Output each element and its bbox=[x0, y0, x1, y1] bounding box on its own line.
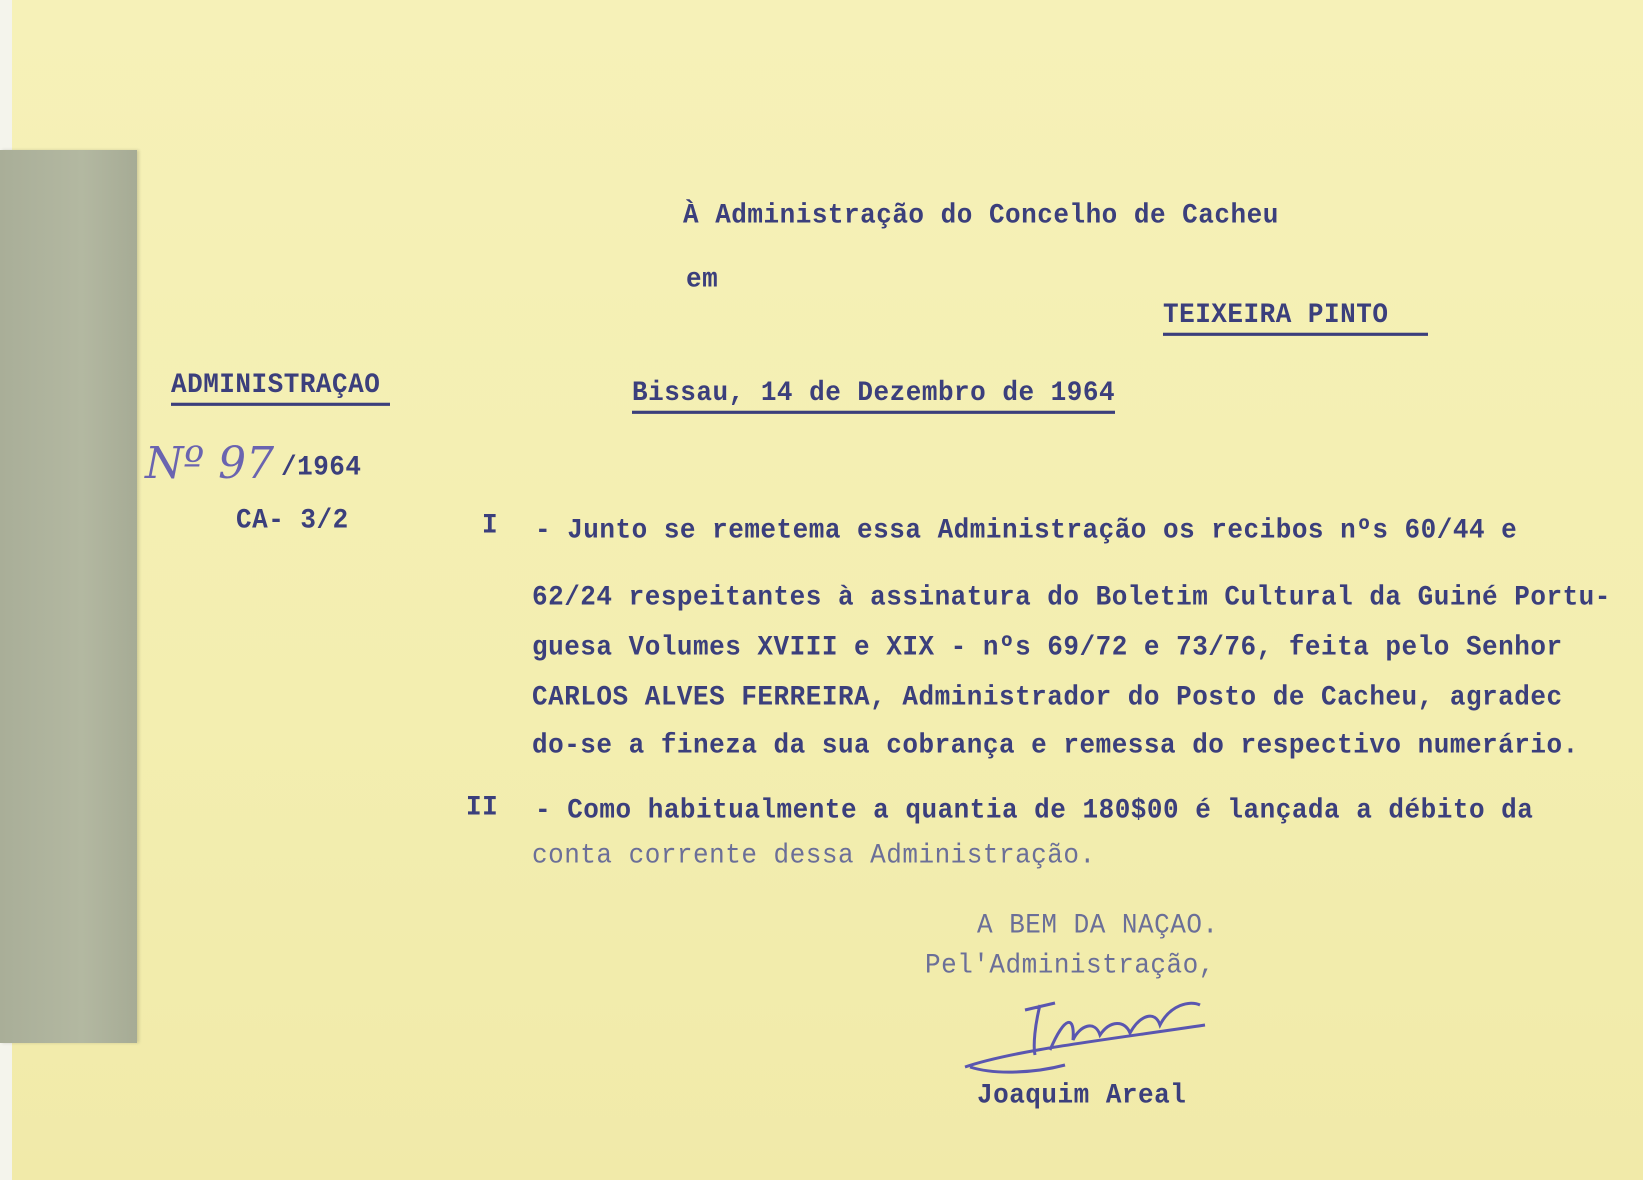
section-2-label: II bbox=[466, 791, 499, 823]
handwritten-number: Nº 97 bbox=[145, 438, 275, 489]
addressee-location: TEIXEIRA PINTO bbox=[1163, 299, 1428, 336]
closing-on-behalf: Pel'Administração, bbox=[925, 949, 1215, 981]
signatory-name: Joaquim Areal bbox=[977, 1079, 1187, 1111]
letter-date: Bissau, 14 de Dezembro de 1964 bbox=[632, 377, 1115, 414]
addressee-line: À Administração do Concelho de Cacheu bbox=[683, 199, 1279, 231]
body-line: conta corrente dessa Administração. bbox=[532, 839, 1096, 871]
body-line: CARLOS ALVES FERREIRA, Administrador do Posto de Cacheu, agradec bbox=[532, 681, 1563, 713]
closing-salutation: A BEM DA NAÇAO. bbox=[977, 909, 1219, 941]
attached-grey-strip bbox=[0, 150, 137, 1043]
addressee-em: em bbox=[686, 263, 719, 295]
section-1-label: I bbox=[482, 509, 499, 541]
reference-code: CA- 3/2 bbox=[236, 504, 349, 536]
body-line: do-se a fineza da sua cobrança e remessa do respectivo numerário. bbox=[532, 729, 1579, 761]
body-line: - Junto se remetema essa Administração os recibos nºs 60/44 e bbox=[535, 514, 1518, 546]
body-line: - Como habitualmente a quantia de 180$00 é lançada a débito da bbox=[535, 794, 1534, 826]
body-line: 62/24 respeitantes à assinatura do Boletim Cultural da Guiné Portu- bbox=[532, 581, 1611, 613]
reference-year: /1964 bbox=[281, 451, 362, 483]
sender-office: ADMINISTRAÇAO bbox=[171, 369, 390, 406]
handwritten-signature bbox=[955, 995, 1215, 1080]
body-line: guesa Volumes XVIII e XIX - nºs 69/72 e 73/76, feita pelo Senhor bbox=[532, 631, 1563, 663]
